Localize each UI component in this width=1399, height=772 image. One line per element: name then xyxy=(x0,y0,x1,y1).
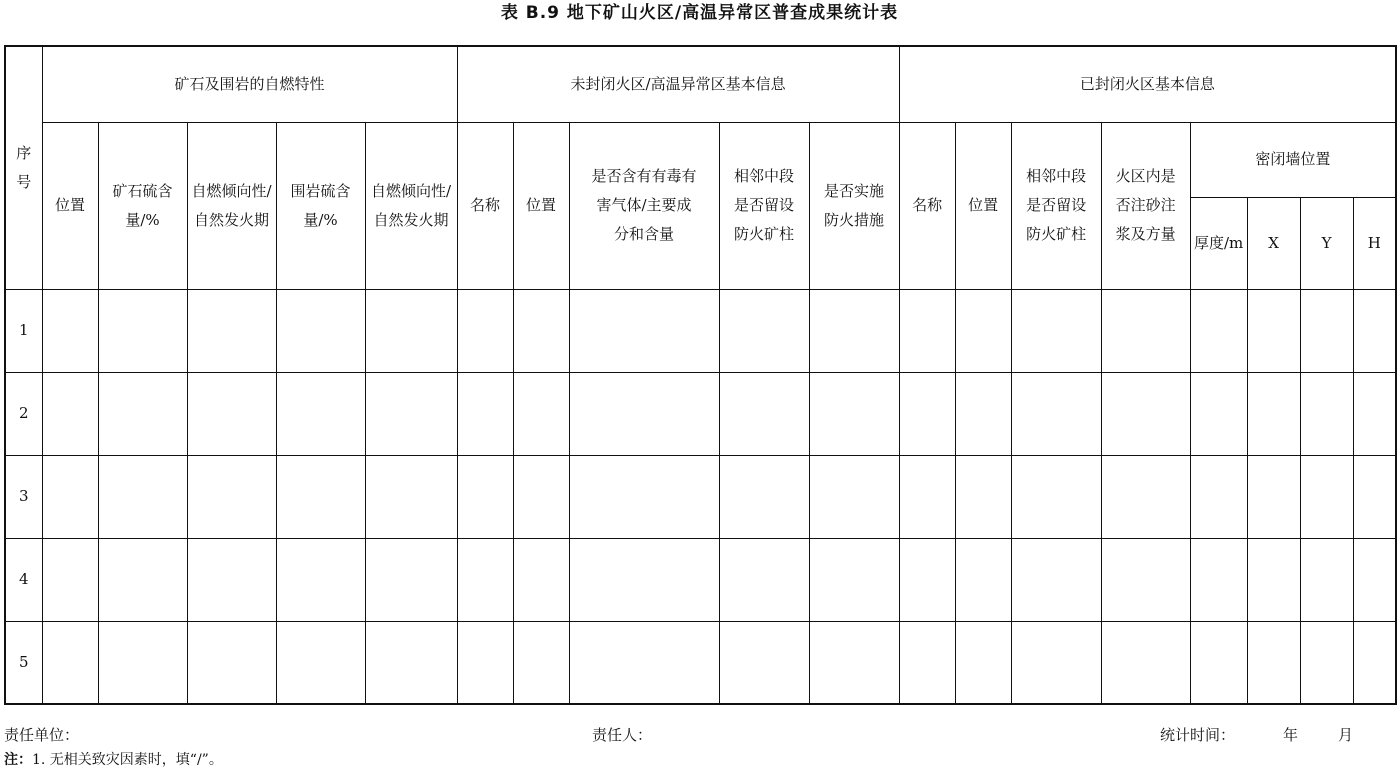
table-cell[interactable] xyxy=(276,621,365,704)
table-cell[interactable] xyxy=(1101,372,1190,455)
table-cell[interactable] xyxy=(955,372,1011,455)
table-cell[interactable] xyxy=(1190,621,1247,704)
seq-header: 序号 xyxy=(5,46,42,289)
year-label: 年 xyxy=(1283,726,1299,744)
header-row-groups xyxy=(5,46,1396,122)
table-cell[interactable] xyxy=(365,538,457,621)
table-cell[interactable] xyxy=(719,538,809,621)
table-cell[interactable] xyxy=(1101,455,1190,538)
table-cell[interactable] xyxy=(42,538,98,621)
rock-sulfur-header: 围岩硫含量/% xyxy=(276,122,365,289)
unsealed-position-header: 位置 xyxy=(513,122,569,289)
table-cell[interactable] xyxy=(1011,538,1101,621)
footnote-text: 1. 无相关致灾因素时，填“/”。 xyxy=(32,752,223,768)
group-sealed-header: 已封闭火区基本信息 xyxy=(899,46,1396,122)
table-cell[interactable] xyxy=(1300,538,1353,621)
rock-tendency-header: 自燃倾向性/自然发火期 xyxy=(365,122,457,289)
table-cell[interactable] xyxy=(1190,372,1247,455)
table-cell[interactable] xyxy=(1353,455,1396,538)
header-row-columns xyxy=(5,122,1396,197)
group-ore-header: 矿石及围岩的自燃特性 xyxy=(42,46,457,122)
responsible-unit-label: 责任单位： xyxy=(4,726,80,744)
table-cell[interactable] xyxy=(719,621,809,704)
table-cell[interactable] xyxy=(365,455,457,538)
table-cell[interactable] xyxy=(457,372,513,455)
table-cell[interactable] xyxy=(809,372,899,455)
table-cell[interactable] xyxy=(1190,289,1247,372)
sealed-pillar-header: 相邻中段是否留设防火矿柱 xyxy=(1011,122,1101,289)
table-cell[interactable] xyxy=(1353,538,1396,621)
table-cell[interactable] xyxy=(42,289,98,372)
table-title: 表 B.9 地下矿山火区/高温异常区普查成果统计表 xyxy=(500,3,899,23)
table-cell[interactable] xyxy=(899,621,955,704)
unsealed-measures-header: 是否实施防火措施 xyxy=(809,122,899,289)
table-cell[interactable] xyxy=(457,621,513,704)
sealing-wall-position-header: 密闭墙位置 xyxy=(1190,122,1396,197)
table-cell[interactable] xyxy=(276,289,365,372)
table-cell[interactable] xyxy=(719,455,809,538)
table-cell[interactable] xyxy=(98,538,187,621)
table-cell[interactable] xyxy=(513,538,569,621)
table-cell[interactable] xyxy=(98,289,187,372)
table-row xyxy=(5,455,1396,538)
table-cell[interactable] xyxy=(513,455,569,538)
table-cell[interactable] xyxy=(1247,372,1300,455)
table-cell[interactable] xyxy=(1247,538,1300,621)
survey-statistics-table xyxy=(4,45,1397,705)
table-cell[interactable] xyxy=(1247,455,1300,538)
table-cell[interactable] xyxy=(569,621,719,704)
table-cell[interactable] xyxy=(276,538,365,621)
table-cell[interactable] xyxy=(955,621,1011,704)
table-cell[interactable] xyxy=(809,538,899,621)
table-cell[interactable] xyxy=(457,455,513,538)
table-cell[interactable] xyxy=(1011,289,1101,372)
table-cell[interactable] xyxy=(1011,455,1101,538)
table-cell[interactable] xyxy=(42,372,98,455)
sealed-name-header: 名称 xyxy=(899,122,955,289)
table-row xyxy=(5,538,1396,621)
row-number: 3 xyxy=(5,455,42,538)
table-cell[interactable] xyxy=(1011,372,1101,455)
responsible-person-label: 责任人： xyxy=(592,726,653,744)
table-cell[interactable] xyxy=(187,372,276,455)
table-cell[interactable] xyxy=(569,372,719,455)
row-number: 4 xyxy=(5,538,42,621)
table-cell[interactable] xyxy=(98,455,187,538)
table-cell[interactable] xyxy=(1353,372,1396,455)
table-cell[interactable] xyxy=(955,289,1011,372)
table-cell[interactable] xyxy=(899,455,955,538)
table-body xyxy=(5,289,1396,704)
row-number: 1 xyxy=(5,289,42,372)
table-cell[interactable] xyxy=(955,455,1011,538)
table-cell[interactable] xyxy=(569,538,719,621)
table-cell[interactable] xyxy=(809,455,899,538)
unsealed-pillar-header: 相邻中段是否留设防火矿柱 xyxy=(719,122,809,289)
footnote xyxy=(4,750,223,770)
table-cell[interactable] xyxy=(187,621,276,704)
table-cell[interactable] xyxy=(719,289,809,372)
table-cell[interactable] xyxy=(1190,455,1247,538)
table-cell[interactable] xyxy=(1011,621,1101,704)
table-row xyxy=(5,372,1396,455)
group-unsealed-header: 未封闭火区/高温异常区基本信息 xyxy=(457,46,899,122)
table-cell[interactable] xyxy=(98,372,187,455)
table-cell[interactable] xyxy=(457,289,513,372)
sealed-grouting-header: 火区内是否注砂注浆及方量 xyxy=(1101,122,1190,289)
table-cell[interactable] xyxy=(569,289,719,372)
table-cell[interactable] xyxy=(365,372,457,455)
unsealed-name-header: 名称 xyxy=(457,122,513,289)
wall-x-header: X xyxy=(1247,197,1300,289)
table-cell[interactable] xyxy=(365,621,457,704)
table-cell[interactable] xyxy=(276,372,365,455)
table-cell[interactable] xyxy=(569,455,719,538)
wall-y-header: Y xyxy=(1300,197,1353,289)
table-cell[interactable] xyxy=(98,621,187,704)
table-cell[interactable] xyxy=(513,289,569,372)
row-number: 2 xyxy=(5,372,42,455)
unsealed-toxic-gas-header: 是否含有有毒有害气体/主要成分和含量 xyxy=(569,122,719,289)
table-cell[interactable] xyxy=(899,538,955,621)
table-cell[interactable] xyxy=(42,621,98,704)
table-cell[interactable] xyxy=(187,538,276,621)
table-row xyxy=(5,289,1396,372)
table-cell[interactable] xyxy=(809,621,899,704)
table-cell[interactable] xyxy=(457,538,513,621)
table-cell[interactable] xyxy=(513,372,569,455)
wall-h-header: H xyxy=(1353,197,1396,289)
table-cell[interactable] xyxy=(42,455,98,538)
table-cell[interactable] xyxy=(513,621,569,704)
statistics-time-label: 统计时间： xyxy=(1160,726,1236,744)
table-cell[interactable] xyxy=(187,455,276,538)
ore-sulfur-header: 矿石硫含量/% xyxy=(98,122,187,289)
table-cell[interactable] xyxy=(1101,538,1190,621)
table-cell[interactable] xyxy=(1247,289,1300,372)
table-cell[interactable] xyxy=(899,372,955,455)
table-cell[interactable] xyxy=(1101,621,1190,704)
table-cell[interactable] xyxy=(809,289,899,372)
table-cell[interactable] xyxy=(899,289,955,372)
table-row xyxy=(5,621,1396,704)
table-cell[interactable] xyxy=(1300,455,1353,538)
table-cell[interactable] xyxy=(187,289,276,372)
footnote-label: 注： xyxy=(4,752,32,768)
table-cell[interactable] xyxy=(719,372,809,455)
table-cell[interactable] xyxy=(1353,621,1396,704)
wall-thickness-header: 厚度/m xyxy=(1190,197,1247,289)
row-number: 5 xyxy=(5,621,42,704)
table-cell[interactable] xyxy=(1101,289,1190,372)
ore-tendency-header: 自燃倾向性/自然发火期 xyxy=(187,122,276,289)
ore-position-header: 位置 xyxy=(42,122,98,289)
month-label: 月 xyxy=(1338,726,1354,744)
table-cell[interactable] xyxy=(365,289,457,372)
table-cell[interactable] xyxy=(276,455,365,538)
table-cell[interactable] xyxy=(1190,538,1247,621)
table-cell[interactable] xyxy=(1300,289,1353,372)
sealed-position-header: 位置 xyxy=(955,122,1011,289)
table-cell[interactable] xyxy=(1300,372,1353,455)
table-cell[interactable] xyxy=(1353,289,1396,372)
table-cell[interactable] xyxy=(1247,621,1300,704)
table-cell[interactable] xyxy=(955,538,1011,621)
table-cell[interactable] xyxy=(1300,621,1353,704)
